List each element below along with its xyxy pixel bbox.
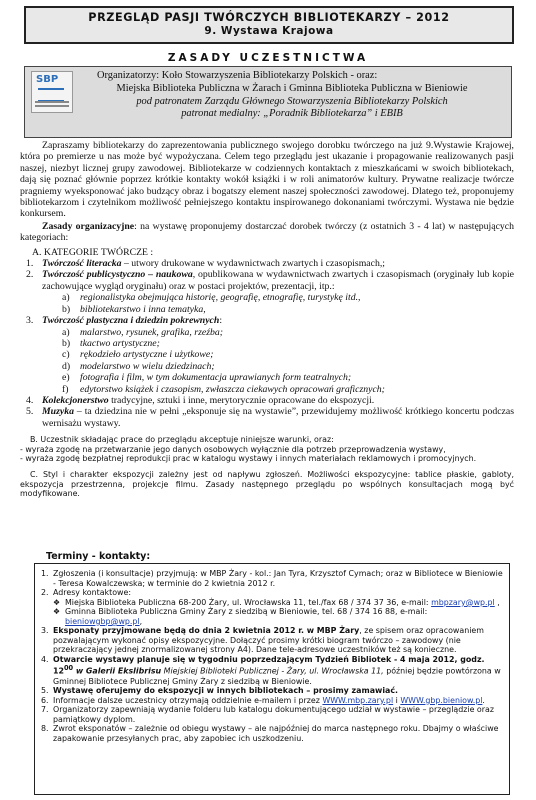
terminy-title: Terminy - kontakty: [46,551,151,562]
organizers-line-3: pod patronatem Zarządu Głównego Stowarzyszenia Bibliotekarzy Polskich [136,95,448,107]
terminy-item: 3. Eksponaty przyjmowane będą do dnia 2 kwietnia 2012 r. w MBP Żary, ze spisem oraz opracowaniem pozwalającym wykonać opisy ekspozycyjne. Dołączyć prosimy krótki biogram twórczo – zawodowy (nie przekraczający jednej znormalizowanej strony A4). Dane tele-adresowe uczestników też są konieczne. [41,626,484,655]
subcategory-item: f) edytorstwo książek i czasopism, zwłaszcza ciekawych opracowań graficznych; [62,383,385,395]
categories-list [20,258,514,292]
email-link[interactable]: mbpzary@wp.pl [431,597,495,607]
section-b-line-3: - wyraża zgodę bezpłatnej reprodukcji prac w katalogu wystawy i innych materiałach reklamowych i promocyjnych. [20,454,477,464]
address-item: ❖ Gminna Biblioteka Publiczna Gminy Żary z siedzibą w Bieniowie, tel. 68 / 374 16 88, e-mail: bieniowgbp@wp.pl, [53,607,428,626]
document-title: PRZEGLĄD PASJI TWÓRCZYCH BIBLIOTEKARZY – 2012 [88,11,450,24]
sbp-logo-icon [31,71,73,113]
category-item: 3. Twórczość plastyczna i dziedzin pokrewnych: [26,315,223,327]
section-b [20,435,514,464]
organizers-text [77,70,507,121]
category-item: 4. Kolekcjonerstwo tradycyjne, sztuki i inne, merytorycznie opracowane do ekspozycji. [26,394,375,406]
subcategory-item: b) tkactwo artystyczne; [62,337,160,349]
section-b-line-1: B. Uczestnik składając prace do przeglądu akceptuje niniejsze warunki, oraz: [30,435,334,445]
subcategory-item: c) rękodzieło artystyczne i użytkowe; [62,349,214,361]
section-b-line-2: - wyraża zgodę na przetwarzanie jego danych osobowych wyłącznie dla potrzeb przeprowadzenia wystawy, [20,444,446,454]
subcategory-item: b) bibliotekarstwo i inna tematyka, [62,303,206,315]
header-banner [24,6,514,44]
logo-bars [38,88,64,102]
category-item: 5. Muzyka – ta dziedzina nie w pełni „eksponuje się na wystawie”, przewidujemy możliwość krótkiego koncertu podczas wernisażu wystawy. [26,406,514,429]
terminy-box [34,563,510,795]
website-link[interactable]: WWW.mbp.zary.pl [322,695,394,705]
zasady-text: : na wystawę proponujemy dostarczać dorobek twórczy (z ostatnich 3 - 4 lat) w następujących kategoriach: [20,220,514,244]
subcategory-item: a) malarstwo, rysunek, grafika, rzeźba; [62,326,223,338]
terminy-item: 6. Informacje dalsze uczestnicy otrzymają oddzielnie e-mailem i przez WWW.mbp.zary.pl i WWW.gbp.bieniow.pl. [41,695,485,705]
address-item: ❖ Miejska Biblioteka Publiczna 68-200 Żary, ul. Wrocławska 11, tel./fax 68 / 374 37 36, e-mail: mbpzary@wp.pl , [53,597,500,607]
document-subtitle: 9. Wystawa Krajowa [204,25,334,37]
terminy-item: 2. Adresy kontaktowe: [41,588,131,598]
categories-list-end [20,395,514,429]
section-c: C. Styl i charakter ekspozycji zależny jest od napływu zgłoszeń. Możliwości ekspozycyjne: tablice płaskie, gabloty, ekspozycja przestrzenna, projekcje filmu. Zasady następnego przeglądu po wspólnych konsultacjach mogą być modyfikowane. [20,469,514,499]
email-link[interactable]: bieniowgbp@wp.pl [65,616,140,626]
category-3-sublist [20,327,514,395]
categories-title: A. KATEGORIE TWÓRCZE : [32,246,154,258]
zasady-label: Zasady organizacyjne [42,220,135,232]
terminy-item: 1. Zgłoszenia (i konsultacje) przyjmują: w MBP Żary - kol.: Jan Tyra, Krzysztof Cymach; oraz w Bibliotece w Bieniowie - Teresa Kowalczewska; w terminie do 2 kwietnia 2012 r. [41,569,503,588]
zasady-paragraph [20,221,514,244]
organizers-line-1: Organizatorzy: Koło Stowarzyszenia Bibliotekarzy Polskich - oraz: [97,70,378,81]
website-link[interactable]: WWW.gbp.bieniow.pl [400,695,483,705]
logo-caption-lines [35,101,69,103]
organizers-box [24,66,512,138]
category-2-sublist [20,292,514,315]
logo-text: SBP [36,74,59,85]
diamond-icon: ❖ [53,607,61,617]
terminy-item: 4. Otwarcie wystawy planuje się w tygodniu poprzedzającym Tydzień Bibliotek - 4 maja 2012, godz. $12^{00}$ w Galerii Ekslibrisu Miejskiej Biblioteki Publicznej - Żary, ul. Wrocławska 11, później będzie powtórzona w Gminnej Bibliotece Publicznej Gminy Żary z siedzibą w Bieniowie. [41,654,501,686]
main-body [20,140,514,499]
diamond-icon: ❖ [53,597,61,607]
terminy-item: 7. Organizatorzy zapewniają wydanie folderu lub katalogu dokumentującego udział w wystawie – przeglądzie oraz pamiątkowy dyplom. [41,705,494,724]
subcategory-item: a) regionalistyka obejmująca historię, geografię, etnografię, turystykę itd., [62,292,361,304]
terminy-item: 8. Zwrot eksponatów – zależnie od obiegu wystawy – ale najpóźniej do marca następnego roku. Dbajmy o właściwe zapakowanie przesyłanych prac, aby zapobiec ich uszkodzeniu. [41,724,499,743]
organizers-line-2: Miejska Biblioteka Publiczna w Żarach i Gminna Biblioteka Publiczna w Bieniowie [116,82,468,94]
terminy-list [41,569,503,743]
categories-list-cont [20,315,514,326]
intro-paragraph: Zapraszamy bibliotekarzy do zaprezentowania publicznego swojego dorobku twórczego na już 9.Wystawie Krajowej, która po premierze u nas może być wypożyczana. Celem tego przeglądu jest ukazanie i propagowanie realizowanych pasji naszej, niezbyt licznej grupy zawodowej. Bibliotekarze w codziennych kontaktach z mieszkańcami w swoich bibliotekach, dają się poznać głównie poprzez krótkie kontakty wokół książki i w roli animatorów kultury. Prywatne realizacje twórcze pragniemy wyeksponować jako budzący obraz i bogatszy element naszej społeczności zawodowej. Dlatego też, proponujemy bibliotekarzom i czytelnikom możliwość pełniejszego kontaktu inspirowanego dokonaniami twórczymi. Wystawa nie będzie konkursem. [20,140,514,220]
subcategory-item: d) modelarstwo w wielu dziedzinach; [62,360,215,372]
section-title: ZASADY UCZESTNICTWA [167,52,369,64]
category-item: 2. Twórczość publicystyczno – naukowa, opublikowana w wydawnictwach zwartych i czasopismach (oryginały lub kopie zachowujące wygląd oryginału) oraz w postaci projektów, prezentacji, itp.: [26,269,514,292]
organizers-line-4: patronat medialny: „Poradnik Bibliotekarza” i EBIB [181,108,403,120]
category-item: 1. Twórczość literacka – utwory drukowane w wydawnictwach zwartych i czasopismach,; [26,258,385,270]
terminy-item: 5. Wystawę oferujemy do ekspozycji w innych bibliotekach – prosimy zamawiać. [41,686,399,696]
subcategory-item: e) fotografia i film, w tym dokumentacja uprawianych form teatralnych; [62,372,352,384]
